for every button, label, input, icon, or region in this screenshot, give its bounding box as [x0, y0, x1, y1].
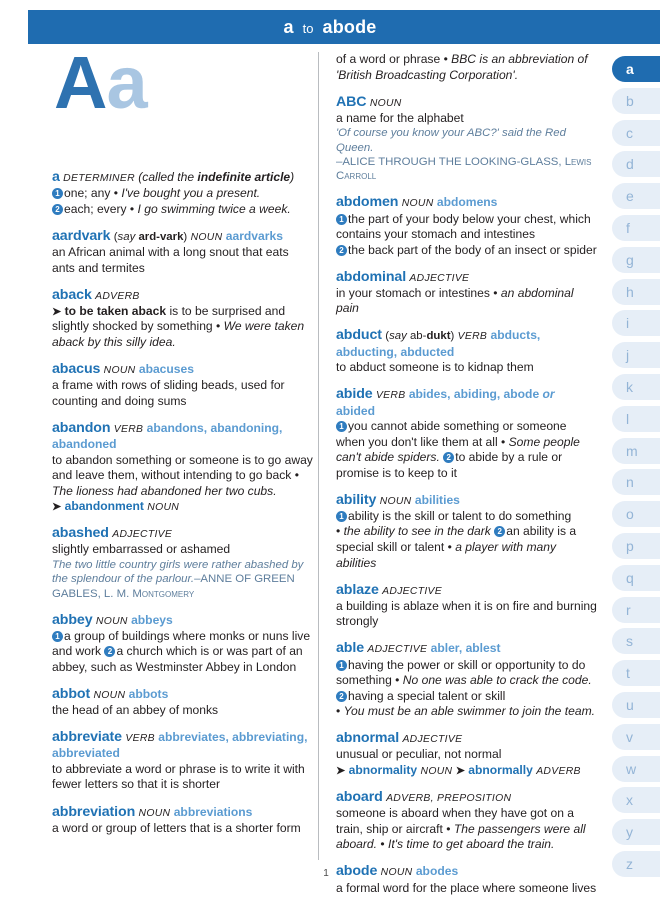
sense-text: a church which is or was part of an abbey, such as Westminster Abbey in London: [52, 644, 303, 674]
dictionary-entry-abandon: abandon VERB abandons, abandoning, abandoned to abandon something or someone is to go away and leave them, without intending to go back • The lioness had abandoned her two cubs. ➤ abandonment NOUN: [52, 419, 313, 514]
definition: to abandon something or someone is to go away and leave them, without intending to go back: [52, 452, 313, 483]
sense-number: 2: [336, 691, 347, 702]
letter-heading-uppercase: A: [54, 41, 107, 124]
running-header-text: [283, 17, 376, 38]
alphabet-tab-w[interactable]: w: [612, 756, 660, 782]
definition: a word or group of letters that is a shorter form: [52, 820, 301, 835]
quotation-text: 'Of course you know your ABC?' said the Red Queen.: [336, 127, 566, 154]
alphabet-tab-index: [612, 56, 660, 883]
inflections: abbreviates, abbreviating, abbreviated: [52, 730, 308, 761]
sense-text: ability is the skill or talent to do something: [348, 508, 572, 523]
headword: abduct: [336, 327, 382, 344]
definition: to abbreviate a word or phrase is to write it with fewer letters so that it is shorter: [52, 761, 305, 792]
dictionary-entry-able: able ADJECTIVE abler, ablest 1 having the power or skill or opportunity to do something • No one was able to crack the code. 2 having a special talent or skill • You must be an able swimmer to join the team.: [336, 640, 596, 719]
headword: aardvark: [52, 227, 111, 244]
alphabet-tab-x[interactable]: x: [612, 787, 660, 813]
sense-number: 1: [336, 511, 347, 522]
headword: a: [52, 169, 60, 185]
quotation-text: The two little country girls were rather abashed by the splendour of the parlour.: [52, 558, 304, 586]
headword: abdomen: [336, 194, 399, 211]
alphabet-tab-p[interactable]: p: [612, 533, 660, 559]
inflections: abducts, abducting, abducted: [336, 328, 541, 359]
headword: abbot: [52, 685, 91, 702]
part-of-speech: VERB: [125, 733, 155, 745]
headword: aback: [52, 286, 92, 303]
derivative-part-of-speech: NOUN: [147, 502, 180, 514]
continuation-example: BBC is an abbreviation of 'British Broadcasting Corporation'.: [336, 52, 588, 82]
sense-number: 2: [443, 452, 454, 463]
inflections: abodes: [415, 864, 459, 879]
sense-number: 2: [336, 245, 347, 256]
definition: an African animal with a long snout that eats ants and termites: [52, 245, 289, 275]
dictionary-entry-abacus: [52, 360, 314, 409]
alphabet-tab-q[interactable]: q: [612, 565, 660, 591]
pronunciation-bold: ard-vark: [138, 230, 184, 243]
alphabet-tab-v[interactable]: v: [612, 724, 660, 750]
headword: abbreviate: [52, 729, 122, 746]
part-of-speech: VERB: [375, 390, 406, 402]
inflections: abides, abiding, abode or abided: [336, 387, 555, 418]
example: The passengers were all aboard.: [336, 821, 586, 852]
dictionary-entry-abbey: [52, 611, 314, 676]
sense-number: 2: [104, 646, 115, 657]
pronunciation: (say ard-vark): [113, 230, 188, 243]
definition: is to be surprised and slightly shocked by something: [52, 303, 286, 334]
inflections: abacuses: [138, 361, 194, 376]
sense-number: 1: [52, 188, 63, 199]
sense-number: 1: [336, 421, 347, 432]
sense-number: 1: [336, 214, 347, 225]
alphabet-tab-k[interactable]: k: [612, 374, 660, 400]
part-of-speech: ADVERB, PREPOSITION: [386, 793, 512, 805]
alphabet-tab-r[interactable]: r: [612, 597, 660, 623]
headword: abode: [336, 863, 378, 880]
arrow-icon: ➤: [455, 765, 465, 777]
usage-note: (called the indefinite article): [138, 170, 295, 184]
derivative: abnormality: [348, 763, 418, 777]
sense-example: No one was able to crack the code.: [402, 673, 592, 688]
sense-text: the part of your body below your chest, which contains your stomach and intestines: [336, 211, 591, 242]
headword: ablaze: [336, 581, 379, 598]
pronunciation-bold: dukt: [426, 330, 451, 343]
alphabet-tab-b[interactable]: b: [612, 88, 660, 114]
part-of-speech: DETERMINER: [63, 173, 135, 184]
entry-continuation: of a word or phrase • BBC is an abbreviation of 'British Broadcasting Corporation'.: [336, 52, 588, 82]
alphabet-tab-c[interactable]: c: [612, 120, 660, 146]
alphabet-tab-f[interactable]: f: [612, 215, 660, 241]
sense-text: a group of buildings where monks or nuns live and work: [52, 628, 311, 659]
part-of-speech: ADJECTIVE: [409, 272, 470, 284]
phrase: to be taken aback: [64, 303, 167, 318]
headword: able: [336, 640, 364, 657]
derivative: abnormally: [468, 763, 533, 777]
alphabet-tab-n[interactable]: n: [612, 469, 660, 495]
sense-text: one; any: [64, 186, 111, 201]
alphabet-tab-o[interactable]: o: [612, 501, 660, 527]
header-first-word: a: [283, 16, 294, 37]
alphabet-tab-t[interactable]: t: [612, 660, 660, 686]
sense-text: having a special talent or skill: [348, 688, 506, 703]
alphabet-tab-g[interactable]: g: [612, 247, 660, 273]
headword: abbreviation: [52, 803, 136, 820]
example-secondary: It's time to get aboard the train.: [388, 837, 555, 852]
dictionary-entry-aback: aback ADVERB ➤ to be taken aback is to be surprised and slightly shocked by something • We were taken aback by this silly idea.: [52, 286, 305, 349]
inflections: abler, ablest: [430, 641, 501, 656]
definition: a name for the alphabet: [336, 110, 464, 125]
alphabet-tab-h[interactable]: h: [612, 279, 660, 305]
dictionary-entry-aboard: aboard ADVERB, PREPOSITION someone is aboard when they have got on a train, ship or aircraft • The passengers were all aboard. • It's time to get aboard the train.: [336, 789, 586, 852]
quotation-source: –ANNE OF GREEN GABLES, L. M. Montgomery: [52, 573, 295, 600]
part-of-speech: NOUN: [369, 97, 402, 109]
headword: abdominal: [336, 268, 407, 285]
part-of-speech: VERB: [113, 423, 144, 435]
alphabet-tab-y[interactable]: y: [612, 819, 660, 845]
alphabet-tab-d[interactable]: d: [612, 151, 660, 177]
dictionary-entry-abdominal: abdominal ADJECTIVE in your stomach or intestines • an abdominal pain: [336, 268, 574, 316]
dictionary-entry-abdomen: [336, 193, 598, 258]
part-of-speech: ADJECTIVE: [402, 734, 463, 746]
literary-quotation: [336, 126, 598, 183]
inflections: abdomens: [436, 195, 498, 210]
part-of-speech: ADVERB: [95, 290, 140, 302]
sense-number: 2: [494, 526, 505, 537]
example: The lioness had abandoned her two cubs.: [52, 483, 277, 498]
arrow-icon: ➤: [52, 501, 62, 514]
alphabet-tab-a[interactable]: a: [612, 56, 660, 82]
alphabet-tab-i[interactable]: i: [612, 310, 660, 336]
derivative: abandonment: [64, 499, 144, 514]
sense-text: to abide by a rule or promise is to keep to it: [336, 450, 563, 480]
pronunciation: (say ab-dukt): [385, 330, 455, 343]
definition: unusual or peculiar, not normal: [336, 747, 502, 762]
alphabet-tab-j[interactable]: j: [612, 342, 660, 368]
part-of-speech: NOUN: [380, 867, 413, 879]
dictionary-entry-a: a DETERMINER (called the indefinite article) 1 one; any • I've bought you a present. 2 each; every • I go swimming twice a week.: [52, 169, 295, 216]
sense-text: an ability is a special skill or talent: [336, 524, 577, 554]
dictionary-entry-ability: ability NOUN abilities 1 ability is the skill or talent to do something • the ability to see in the dark 2 an ability is a special skill or talent • a player with many abilities: [336, 491, 577, 570]
headword: abnormal: [336, 730, 400, 747]
example: We were taken aback by this silly idea.: [52, 319, 305, 349]
derivative-part-of-speech: NOUN: [420, 766, 453, 777]
headword: ability: [336, 491, 377, 508]
dictionary-entry-ablaze: [336, 581, 598, 630]
inflections: aardvarks: [225, 228, 283, 243]
alphabet-tab-l[interactable]: l: [612, 406, 660, 432]
definition: slightly embarrassed or ashamed: [52, 542, 231, 557]
sense-example: I go swimming twice a week.: [137, 201, 291, 216]
definition: the head of an abbey of monks: [52, 703, 219, 718]
dictionary-entry-abbreviation: [52, 803, 314, 837]
dictionary-entry-abbreviate: [52, 728, 314, 793]
usage-note-bold: indefinite article: [197, 170, 291, 184]
headword: abashed: [52, 525, 109, 542]
literary-quotation: [52, 558, 314, 601]
sense-text: having the power or skill or opportunity to do something: [336, 657, 586, 688]
definition: to abduct someone is to kidnap them: [336, 360, 534, 375]
dictionary-entry-abduct: [336, 326, 598, 375]
definition: a formal word for the place where someone lives: [336, 880, 597, 895]
part-of-speech: NOUN: [138, 807, 171, 819]
inflections: abbeys: [131, 612, 173, 627]
dictionary-entry-abc: [336, 93, 598, 184]
part-of-speech: NOUN: [103, 364, 136, 376]
sense-example: I've bought you a present.: [121, 186, 261, 201]
inflections: abbots: [128, 686, 169, 701]
example: an abdominal pain: [336, 285, 574, 316]
alphabet-tab-u[interactable]: u: [612, 692, 660, 718]
running-header: [28, 10, 660, 44]
alphabet-tab-z[interactable]: z: [612, 851, 660, 877]
alphabet-tab-s[interactable]: s: [612, 628, 660, 654]
headword: abacus: [52, 360, 101, 377]
part-of-speech: NOUN: [401, 198, 434, 210]
dictionary-entry-abashed: [52, 524, 314, 601]
sense-example: Some people can't abide spiders.: [336, 434, 580, 465]
header-connector: to: [302, 20, 314, 36]
headword: aboard: [336, 789, 383, 806]
part-of-speech: NOUN: [93, 689, 126, 701]
sense-text: the back part of the body of an insect or spider: [348, 242, 597, 257]
left-column: [52, 168, 314, 836]
quotation-source: –ALICE THROUGH THE LOOKING-GLASS, Lewis Carroll: [336, 156, 592, 183]
sense-example: You must be an able swimmer to join the team.: [343, 704, 596, 719]
letter-heading: [54, 41, 147, 124]
definition: someone is aboard when they have got on a train, ship or aircraft: [336, 806, 575, 836]
headword: abbey: [52, 611, 93, 628]
headword: abandon: [52, 419, 111, 436]
part-of-speech: NOUN: [379, 495, 412, 507]
page-number: 1: [323, 868, 329, 879]
sense-text: you cannot abide something or someone when you don't like them at all: [336, 419, 567, 449]
right-column: [336, 52, 598, 896]
headword: ABC: [336, 93, 367, 110]
inflections: abbreviations: [173, 804, 253, 819]
headword: abide: [336, 386, 373, 403]
letter-heading-lowercase: a: [106, 41, 147, 124]
arrow-icon: ➤: [336, 765, 346, 777]
alphabet-tab-m[interactable]: m: [612, 438, 660, 464]
arrow-icon: ➤: [52, 305, 62, 318]
part-of-speech: ADJECTIVE: [367, 644, 428, 656]
part-of-speech: NOUN: [95, 615, 128, 627]
definition: a frame with rows of sliding beads, used for counting and doing sums: [52, 378, 285, 408]
definition: a building is ablaze when it is on fire and burning strongly: [336, 598, 597, 629]
definition: in your stomach or intestines: [336, 285, 490, 300]
derivative-part-of-speech: ADVERB: [536, 766, 581, 777]
part-of-speech: ADJECTIVE: [382, 585, 443, 597]
sense-text: each; every: [64, 201, 127, 216]
inflections: abandons, abandoning, abandoned: [52, 420, 283, 452]
dictionary-entry-abbot: [52, 685, 314, 719]
part-of-speech: NOUN: [190, 231, 223, 243]
dictionary-entry-aardvark: [52, 227, 314, 276]
sense-example: a player with many abilities: [336, 539, 557, 570]
continuation-text: of a word or phrase: [336, 52, 441, 66]
dictionary-entry-abnormal: [336, 729, 598, 778]
sense-number: 1: [336, 660, 347, 671]
header-last-word: abode: [322, 16, 377, 37]
part-of-speech: VERB: [457, 331, 488, 343]
alphabet-tab-e[interactable]: e: [612, 183, 660, 209]
inflections: abilities: [414, 492, 460, 507]
column-divider: [318, 52, 319, 860]
sense-number: 2: [52, 204, 63, 215]
sense-example: the ability to see in the dark: [343, 524, 491, 539]
sense-number: 1: [52, 631, 63, 642]
part-of-speech: ADJECTIVE: [112, 529, 173, 541]
dictionary-entry-abide: abide VERB abides, abiding, abode or abided 1 you cannot abide something or someone when you don't like them at all • Some people can't abide spiders. 2 to abide by a rule or promise is to keep to it: [336, 386, 580, 480]
